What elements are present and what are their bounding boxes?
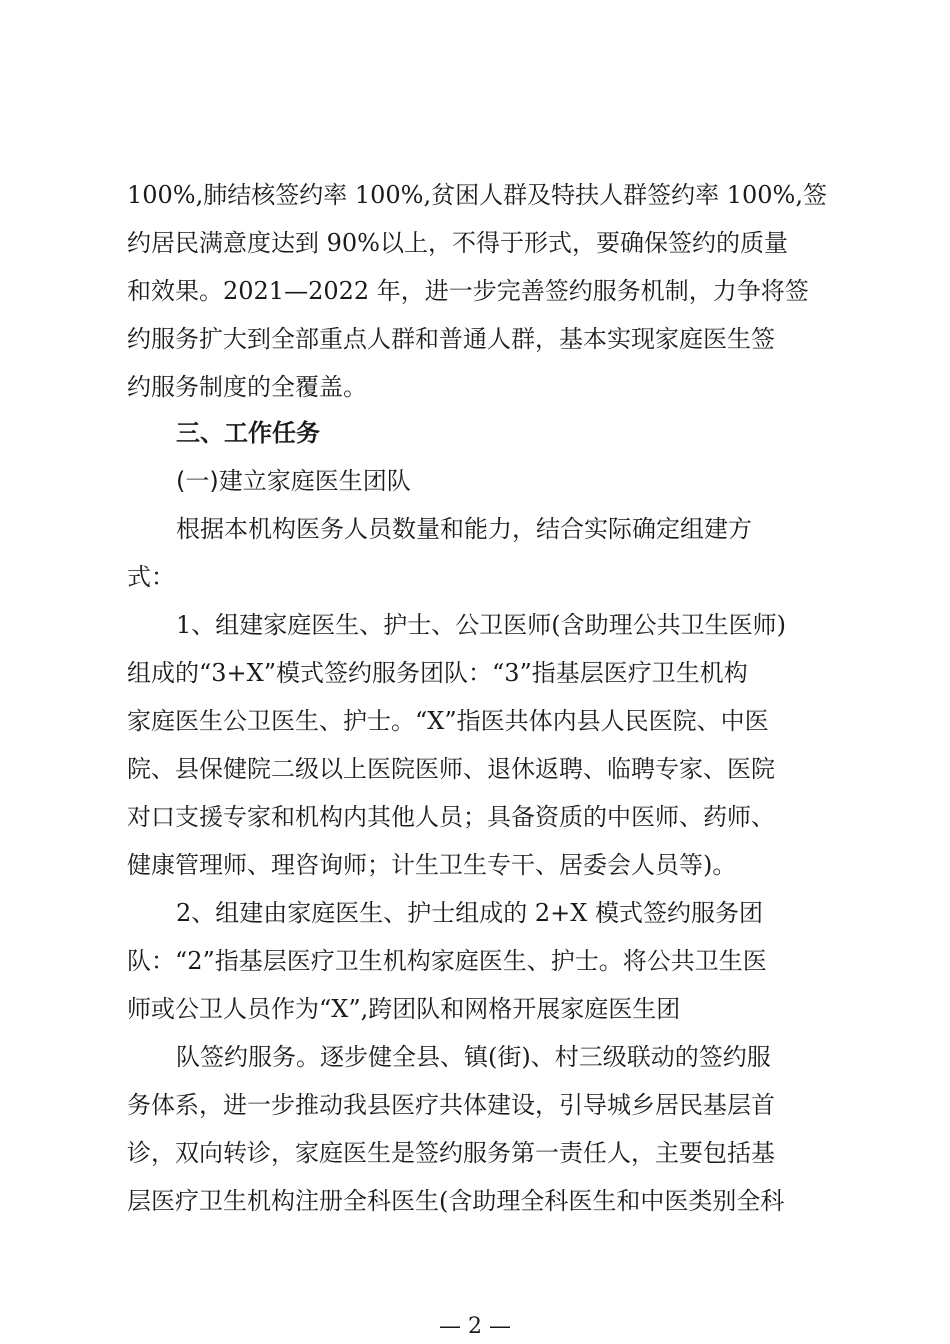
body-line: 约服务制度的全覆盖。 xyxy=(127,373,367,401)
body-line: 诊，双向转诊，家庭医生是签约服务第一责任人，主要包括基 xyxy=(127,1139,775,1167)
body-line: 组成的“3+X”模式签约服务团队：“3”指基层医疗卫生机构 xyxy=(127,659,748,687)
body-line: 对口支援专家和机构内其他人员；具备资质的中医师、药师、 xyxy=(127,803,775,831)
body-line: 2、组建由家庭医生、护士组成的 2+X 模式签约服务团 xyxy=(176,899,763,927)
section-heading: 三、工作任务 xyxy=(176,419,320,447)
body-line: 师或公卫人员作为“X”,跨团队和网格开展家庭医生团 xyxy=(127,995,681,1023)
body-line: 队：“2”指基层医疗卫生机构家庭医生、护士。将公共卫生医 xyxy=(127,947,767,975)
page-number: — 2 — xyxy=(439,1314,511,1339)
body-line: 约服务扩大到全部重点人群和普通人群，基本实现家庭医生签 xyxy=(127,325,775,353)
subsection-heading: (一)建立家庭医生团队 xyxy=(176,467,411,495)
body-line: 健康管理师、理咨询师；计生卫生专干、居委会人员等)。 xyxy=(127,851,737,879)
body-line: 100%,肺结核签约率 100%,贫困人群及特扶人群签约率 100%,签 xyxy=(127,181,827,209)
body-line: 院、县保健院二级以上医院医师、退休返聘、临聘专家、医院 xyxy=(127,755,775,783)
body-line: 式： xyxy=(127,563,175,591)
body-line: 家庭医生公卫医生、护士。“X”指医共体内县人民医院、中医 xyxy=(127,707,769,735)
body-line: 和效果。2021—2022 年，进一步完善签约服务机制，力争将签 xyxy=(127,277,809,305)
body-line: 约居民满意度达到 90%以上，不得于形式，要确保签约的质量 xyxy=(127,229,788,257)
body-line: 1、组建家庭医生、护士、公卫医师(含助理公共卫生医师) xyxy=(176,611,786,639)
body-line: 层医疗卫生机构注册全科医生(含助理全科医生和中医类别全科 xyxy=(127,1187,785,1215)
body-line: 根据本机构医务人员数量和能力，结合实际确定组建方 xyxy=(176,515,752,543)
body-line: 务体系，进一步推动我县医疗共体建设，引导城乡居民基层首 xyxy=(127,1091,775,1119)
body-line: 队签约服务。逐步健全县、镇(街)、村三级联动的签约服 xyxy=(176,1043,771,1071)
